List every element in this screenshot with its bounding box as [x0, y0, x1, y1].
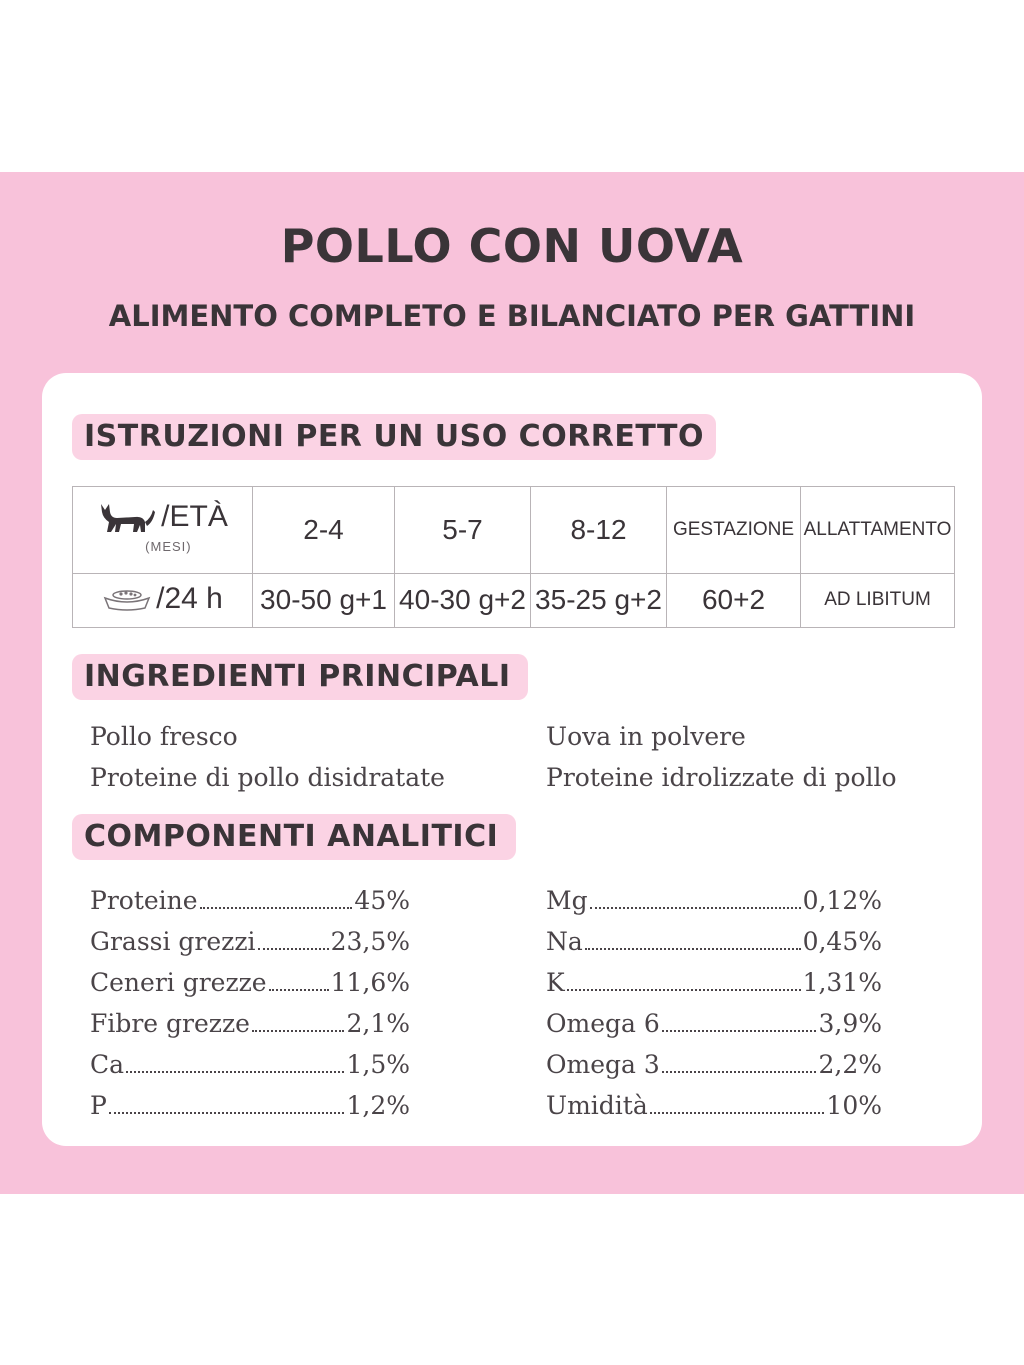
component-value: 1,5%: [346, 1050, 410, 1079]
list-item: [90, 880, 410, 921]
ingredients-left-list: [90, 716, 445, 798]
list-item: Proteine di pollo disidratate: [90, 763, 445, 792]
food-bowl-icon: [102, 586, 152, 612]
age-column-8-12: 8-12: [531, 487, 667, 574]
amount-header-cell: [73, 573, 253, 627]
list-item: Proteine idrolizzate di pollo: [546, 763, 897, 792]
component-name: K: [546, 968, 565, 997]
component-value: 0,45%: [802, 927, 882, 956]
dot-leader: [109, 1112, 345, 1114]
dot-leader: [126, 1071, 344, 1073]
amount-cell: 40-30 g+2: [395, 573, 531, 627]
component-name: Ca: [90, 1050, 125, 1079]
dot-leader: [200, 907, 353, 909]
list-item: [90, 962, 410, 1003]
dot-leader: [258, 948, 329, 950]
dot-leader: [567, 989, 801, 991]
section-label-componenti: COMPONENTI ANALITICI: [72, 814, 516, 860]
list-item: Pollo fresco: [90, 722, 238, 751]
amount-cell: 35-25 g+2: [531, 573, 667, 627]
feeding-table: [72, 486, 955, 628]
component-value: 1,2%: [346, 1091, 410, 1120]
component-value: 45%: [354, 886, 410, 915]
list-item: [90, 1085, 410, 1126]
list-item: [546, 1085, 882, 1126]
component-name: Fibre grezze: [90, 1009, 250, 1038]
list-item: [90, 921, 410, 962]
component-name: Omega 3: [546, 1050, 660, 1079]
age-column-5-7: 5-7: [395, 487, 531, 574]
list-item: [546, 1003, 882, 1044]
section-label-ingredienti: INGREDIENTI PRINCIPALI: [72, 654, 528, 700]
amount-cell: 60+2: [667, 573, 801, 627]
component-name: Mg: [546, 886, 588, 915]
component-value: 2,2%: [818, 1050, 882, 1079]
amount-label: /24 h: [156, 581, 223, 615]
component-value: 2,1%: [346, 1009, 410, 1038]
list-item: [546, 962, 882, 1003]
dot-leader: [269, 989, 329, 991]
column-gestazione: GESTAZIONE: [667, 487, 801, 574]
component-name: P: [90, 1091, 107, 1120]
component-value: 10%: [826, 1091, 882, 1120]
dot-leader: [662, 1030, 817, 1032]
age-label: /ETÀ: [161, 499, 228, 533]
list-item: [546, 921, 882, 962]
list-item: [546, 1044, 882, 1085]
component-name: Umidità: [546, 1091, 648, 1120]
age-header-cell: [73, 487, 253, 574]
component-value: 0,12%: [802, 886, 882, 915]
amount-cell: 30-50 g+1: [253, 573, 395, 627]
component-name: Omega 6: [546, 1009, 660, 1038]
age-unit-label: (MESI): [145, 538, 192, 554]
list-item: Uova in polvere: [546, 722, 746, 751]
product-title: POLLO CON UOVA: [280, 219, 744, 273]
list-item: [546, 880, 882, 921]
amount-cell: AD LIBITUM: [801, 573, 955, 627]
table-row: [73, 487, 955, 574]
ingredients-right-list: [546, 716, 897, 798]
component-value: 23,5%: [330, 927, 410, 956]
dot-leader: [252, 1030, 345, 1032]
section-label-istruzioni: ISTRUZIONI PER UN USO CORRETTO: [72, 414, 716, 460]
list-item: [90, 1044, 410, 1085]
component-name: Proteine: [90, 886, 198, 915]
cat-icon: [97, 500, 157, 534]
component-value: 3,9%: [818, 1009, 882, 1038]
age-column-2-4: 2-4: [253, 487, 395, 574]
component-value: 1,31%: [802, 968, 882, 997]
column-allattamento: ALLATTAMENTO: [801, 487, 955, 574]
table-row: [73, 573, 955, 627]
dot-leader: [662, 1071, 817, 1073]
component-value: 11,6%: [330, 968, 410, 997]
product-subtitle: ALIMENTO COMPLETO E BILANCIATO PER GATTINI: [108, 299, 916, 333]
list-item: [90, 1003, 410, 1044]
component-name: Ceneri grezze: [90, 968, 267, 997]
analytics-right-list: [546, 880, 882, 1126]
component-name: Grassi grezzi: [90, 927, 256, 956]
component-name: Na: [546, 927, 583, 956]
dot-leader: [650, 1112, 825, 1114]
dot-leader: [585, 948, 801, 950]
dot-leader: [590, 907, 801, 909]
analytics-left-list: [90, 880, 410, 1126]
